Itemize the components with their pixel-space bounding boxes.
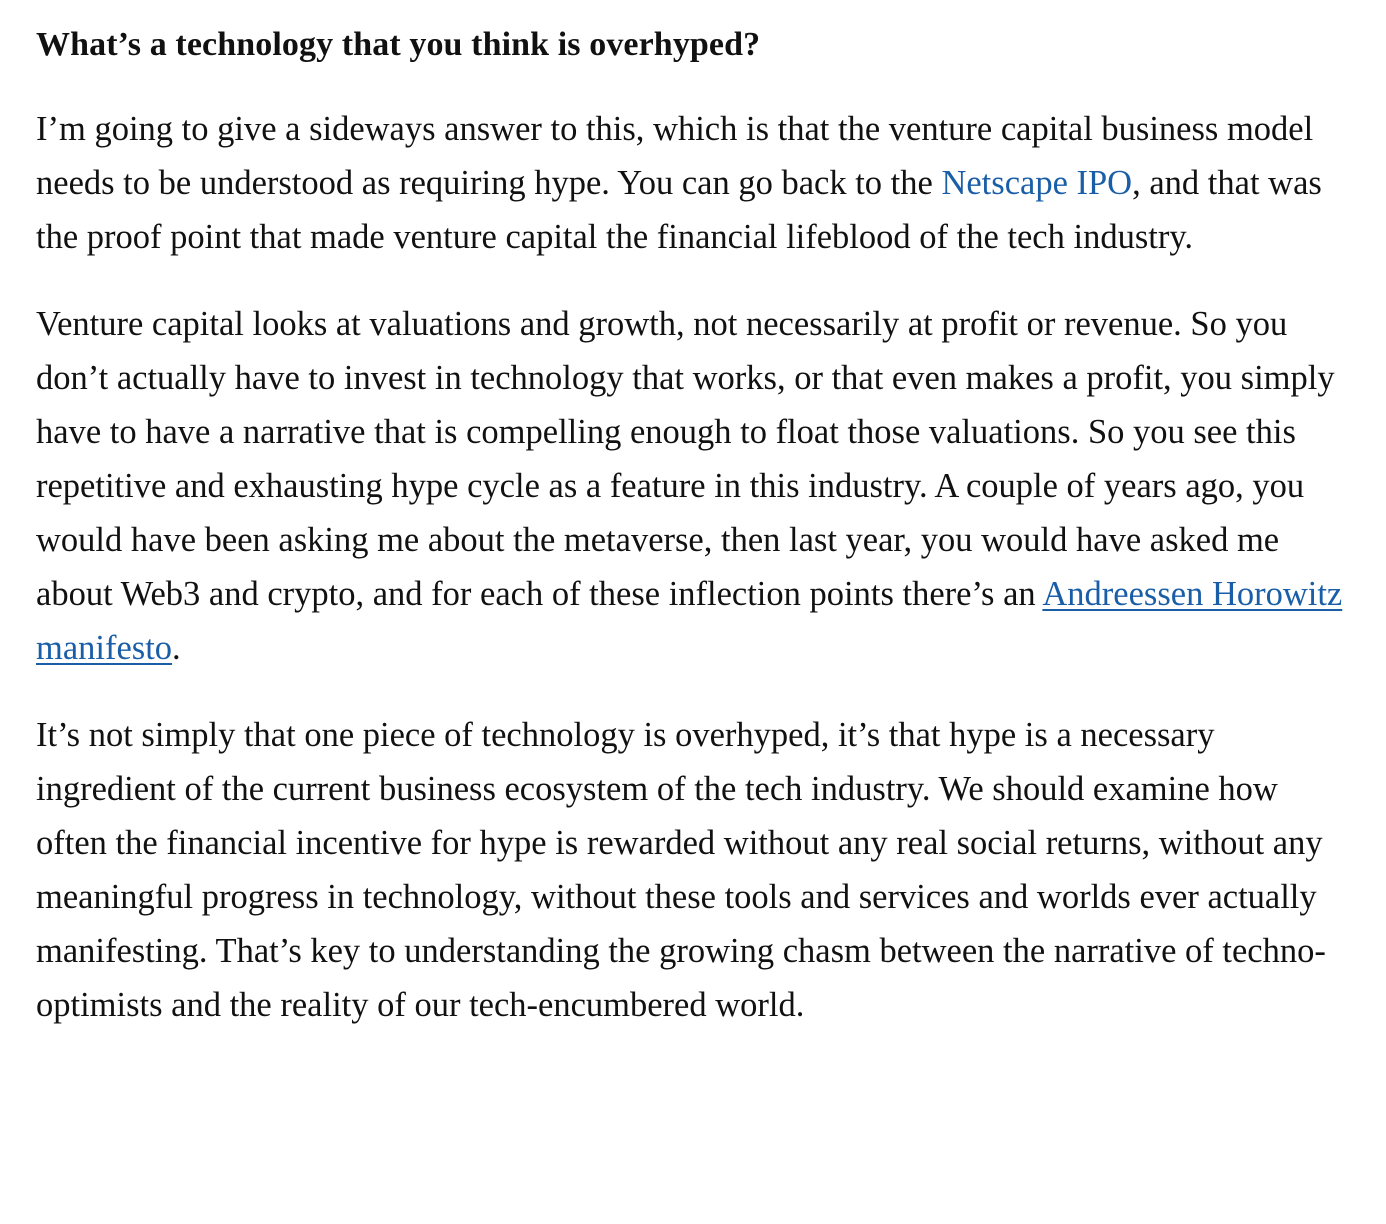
paragraph-1 bbox=[36, 102, 1356, 264]
paragraph-2 bbox=[36, 297, 1356, 675]
andreessen-horowitz-manifesto-link[interactable]: Andreessen Horowitz manifesto bbox=[36, 575, 1343, 667]
paragraph-1-text-after: , and that was the proof point that made venture capital the financial lifeblood of the tech industry. bbox=[36, 164, 1322, 256]
paragraph-2-text-after: . bbox=[172, 629, 181, 667]
paragraph-2-text-before: Venture capital looks at valuations and growth, not necessarily at profit or revenue. So you don’t actually have to invest in technology that works, or that even makes a profit, you simply have to have a narrative that is compelling enough to float those valuations. So you see this repetitive and exhausting hype cycle as a feature in this industry. A couple of years ago, you would have been asking me about the metaverse, then last year, you would have asked me about Web3 and crypto, and for each of these inflection points there’s an bbox=[36, 305, 1335, 613]
netscape-ipo-link[interactable]: Netscape IPO bbox=[941, 164, 1133, 202]
paragraph-1-text-before: I’m going to give a sideways answer to this, which is that the venture capital business model needs to be understood as requiring hype. You can go back to the bbox=[36, 110, 1314, 202]
question-heading: What’s a technology that you think is overhyped? bbox=[36, 26, 761, 63]
paragraph-3: It’s not simply that one piece of technology is overhyped, it’s that hype is a necessary ingredient of the current business ecosystem of the tech industry. We should examine how often the financial incentive for hype is rewarded without any real social returns, without any meaningful progress in technology, without these tools and services and worlds ever actually manifesting. That’s key to understanding the growing chasm between the narrative of techno-optimists and the reality of our tech-encumbered world. bbox=[36, 716, 1326, 1024]
